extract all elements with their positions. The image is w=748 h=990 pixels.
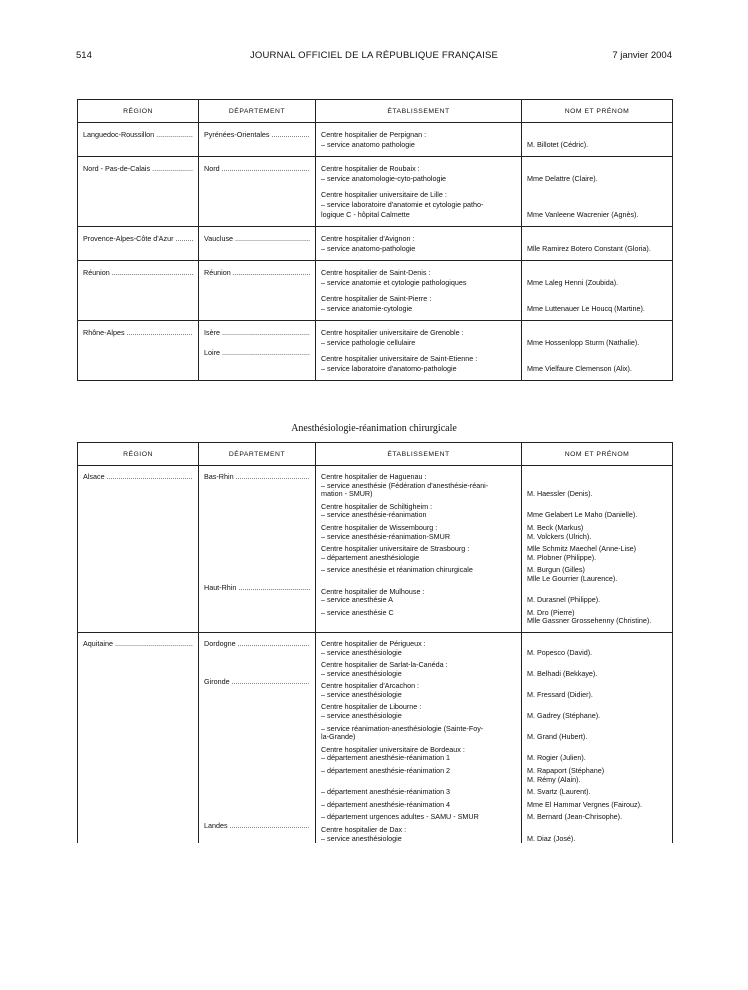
table-body [78,466,673,844]
table-row [78,822,673,843]
cell-etablissement-text: – département anesthésie-réanimation 2 [321,766,451,776]
cell-departement [199,288,316,321]
cell-nom [522,520,673,541]
cell-nom-text: M. Burgun (Gilles) Mlle Le Gourrier (Laurence). [527,565,618,583]
table-row [78,657,673,678]
cell-nom [522,499,673,520]
table-header-row [78,100,673,123]
cell-region-text: Provence-Alpes-Côte d'Azur ..... [83,234,193,243]
cell-region [78,605,199,633]
cell-region [78,466,199,499]
cell-departement [199,721,316,742]
cell-region-text: Nord - Pas-de-Calais ..... [83,164,193,173]
cell-departement [199,678,316,699]
cell-region [78,784,199,797]
cell-etablissement-text: – département anesthésie-réanimation 3 [321,787,451,797]
cell-etablissement-text: Centre hospitalier universitaire de Grenoble : – service pathologie cellulaire [321,328,464,347]
cell-etablissement [316,157,522,185]
cell-region [78,157,199,185]
cell-region [78,742,199,763]
cell-nom-text: M. Rogier (Julien). [527,753,586,763]
cell-departement [199,520,316,541]
cell-etablissement [316,657,522,678]
table-body [78,123,673,381]
cell-departement [199,605,316,633]
cell-departement-text: Haut-Rhin ..... [204,584,310,593]
cell-departement [199,541,316,562]
cell-region [78,657,199,678]
table-row [78,520,673,541]
cell-nom [522,632,673,657]
cell-etablissement-text: Centre hospitalier d'Arcachon : – service anesthésiologie [321,681,420,699]
cell-nom-text: Mme Luttenauer Le Houcq (Martine). [527,304,645,313]
cell-departement-text: Landes ..... [204,822,310,831]
cell-etablissement-text: Centre hospitalier de Schiltigheim : – service anesthésie-réanimation [321,501,433,520]
cell-nom-text: M. Diaz (José). [527,833,576,843]
col-header-region: RÉGION [78,443,199,466]
cell-departement [199,797,316,810]
col-header-etablissement: ÉTABLISSEMENT [316,100,522,123]
cell-etablissement [316,584,522,605]
cell-nom [522,348,673,381]
cell-etablissement-text: – service anesthésie et réanimation chirurgicale [321,565,473,575]
cell-region [78,541,199,562]
cell-etablissement-text: – service réanimation-anesthésiologie (Sainte-Foy- la-Grande) [321,723,484,742]
cell-region [78,499,199,520]
cell-nom [522,261,673,289]
cell-departement [199,822,316,843]
cell-nom [522,466,673,499]
cell-etablissement [316,541,522,562]
cell-etablissement-text: – service anesthésie C [321,607,394,617]
cell-region [78,562,199,583]
cell-departement [199,321,316,349]
cell-etablissement-text: Centre hospitalier de Dax : – service anesthésiologie [321,825,407,843]
cell-region-text: Réunion ..... [83,268,193,277]
cell-departement [199,157,316,185]
cell-departement [199,123,316,157]
table-anatomie-pathologie [77,99,673,381]
cell-etablissement-text: Centre hospitalier de Roubaix : – service anatomologie-cyto-pathologie [321,164,447,183]
cell-region [78,763,199,784]
cell-etablissement [316,348,522,381]
cell-etablissement-text: Centre hospitalier de Sarlat-la-Canéda : – service anesthésiologie [321,660,448,678]
table-row [78,261,673,289]
cell-region [78,822,199,843]
cell-etablissement-text: Centre hospitalier universitaire de Lille : – service laboratoire d'anatomie et cytologie patho- logique C - hôpital Calmette [321,190,484,219]
cell-etablissement-text: Centre hospitalier de Libourne : – service anesthésiologie [321,702,422,721]
cell-departement-text: Bas-Rhin ..... [204,473,310,482]
cell-etablissement-text: Centre hospitalier universitaire de Bordeaux : – département anesthésie-réanimation 1 [321,744,465,763]
cell-nom [522,822,673,843]
cell-nom-text: M. Belhadi (Bekkaye). [527,668,598,678]
col-header-departement: DÉPARTEMENT [199,443,316,466]
cell-nom-text: Mme Gelabert Le Maho (Danielle). [527,510,638,520]
table-row [78,742,673,763]
cell-etablissement [316,123,522,157]
table-row [78,157,673,185]
table-row [78,321,673,349]
page-header [76,50,672,64]
journal-title: JOURNAL OFFICIEL DE LA RÉPUBLIQUE FRANÇAISE [249,50,499,61]
table-row [78,797,673,810]
cell-etablissement [316,721,522,742]
cell-region-text: Languedoc-Roussillon ..... [83,130,193,139]
cell-etablissement-text: Centre hospitalier de Perpignan : – service anatomo pathologie [321,130,427,149]
cell-region [78,520,199,541]
cell-departement [199,466,316,499]
table-row [78,721,673,742]
cell-nom [522,584,673,605]
cell-region [78,227,199,261]
cell-nom-text: Mlle Ramirez Botero Constant (Gloria). [527,244,651,253]
cell-etablissement-text: – département anesthésie-réanimation 4 [321,799,451,809]
cell-etablissement-text: Centre hospitalier d'Avignon : – service anatomo-pathologie [321,234,416,253]
cell-etablissement [316,499,522,520]
cell-nom-text: Mlle Schmitz Maechel (Anne-Lise) M. Plobner (Philippe). [527,544,637,562]
cell-etablissement-text: Centre hospitalier universitaire de Saint-Etienne : – service laboratoire d'anatomo-pathologie [321,354,478,373]
cell-nom [522,763,673,784]
cell-region [78,123,199,157]
cell-etablissement-text: Centre hospitalier universitaire de Strasbourg : – département anesthésiologie [321,544,470,562]
table-row [78,584,673,605]
table-row [78,466,673,499]
cell-etablissement [316,699,522,720]
table-row [78,678,673,699]
cell-departement [199,227,316,261]
cell-departement [199,699,316,720]
cell-region [78,721,199,742]
cell-etablissement-text: Centre hospitalier de Haguenau : – service anesthésie (Fédération d'anesthésie-réani- mation - SMUR) [321,472,489,499]
cell-nom-text: M. Haessler (Denis). [527,489,593,499]
table-row [78,184,673,227]
cell-nom-text: M. Durasnel (Philippe). [527,595,601,605]
table-row [78,348,673,381]
cell-nom [522,605,673,633]
cell-departement [199,562,316,583]
table-row [78,632,673,657]
cell-nom [522,184,673,227]
cell-etablissement [316,261,522,289]
publication-date: 7 janvier 2004 [612,50,672,61]
col-header-region: RÉGION [78,100,199,123]
table-row [78,562,673,583]
cell-departement [199,742,316,763]
cell-etablissement [316,184,522,227]
table-row [78,288,673,321]
cell-etablissement-text: Centre hospitalier de Périgueux : – service anesthésiologie [321,638,426,657]
cell-etablissement [316,562,522,583]
cell-etablissement-text: Centre hospitalier de Saint-Denis : – service anatomie et cytologie pathologiques [321,268,467,287]
cell-etablissement [316,763,522,784]
cell-nom-text: Mme Vielfaure Clemenson (Alix). [527,364,632,373]
cell-nom-text: Mme Laleg Henni (Zoubida). [527,278,619,287]
cell-nom [522,562,673,583]
cell-nom-text: M. Billotet (Cédric). [527,140,589,149]
cell-region [78,184,199,227]
cell-nom [522,699,673,720]
cell-departement [199,584,316,605]
cell-region-text: Rhône-Alpes ..... [83,328,193,337]
col-header-nom: NOM ET PRÉNOM [522,443,673,466]
table-row [78,763,673,784]
cell-nom-text: M. Grand (Hubert). [527,732,588,742]
table-row [78,227,673,261]
cell-region [78,584,199,605]
cell-nom-text: Mme El Hammar Vergnes (Fairouz). [527,799,643,809]
cell-etablissement [316,466,522,499]
cell-nom [522,541,673,562]
cell-nom [522,657,673,678]
cell-nom [522,321,673,349]
cell-etablissement-text: – département urgences adultes - SAMU - SMUR [321,812,479,822]
cell-nom [522,721,673,742]
cell-nom-text: Mme Hossenlopp Sturm (Nathalie). [527,338,640,347]
cell-etablissement [316,520,522,541]
cell-departement-text: Isère ..... [204,328,310,337]
cell-region [78,632,199,657]
cell-nom-text: M. Beck (Markus) M. Volckers (Ulrich). [527,522,592,541]
cell-departement [199,184,316,227]
cell-etablissement [316,288,522,321]
cell-nom [522,797,673,810]
cell-departement-text: Gironde ..... [204,678,310,687]
cell-departement-text: Nord ..... [204,164,310,173]
cell-nom [522,742,673,763]
table-row [78,605,673,633]
cell-nom [522,157,673,185]
table-row [78,699,673,720]
table-anesthesiologie [77,442,673,843]
cell-etablissement [316,321,522,349]
cell-departement [199,261,316,289]
cell-etablissement-text: Centre hospitalier de Mulhouse : – service anesthésie A [321,586,425,605]
cell-departement [199,784,316,797]
table-row [78,123,673,157]
cell-region-text: Aquitaine ..... [83,640,193,649]
cell-etablissement [316,742,522,763]
cell-nom-text: M. Popesco (David). [527,647,593,657]
cell-nom [522,288,673,321]
cell-etablissement [316,809,522,822]
cell-departement [199,499,316,520]
cell-nom-text: M. Svartz (Laurent). [527,787,591,797]
col-header-departement: DÉPARTEMENT [199,100,316,123]
cell-departement [199,632,316,657]
cell-region [78,678,199,699]
cell-nom-text: M. Fressard (Didier). [527,689,593,699]
cell-region [78,699,199,720]
cell-departement-text: Pyrénées-Orientales ..... [204,130,310,139]
table-row [78,499,673,520]
col-header-nom: NOM ET PRÉNOM [522,100,673,123]
cell-etablissement [316,822,522,843]
cell-nom [522,678,673,699]
cell-etablissement-text: Centre hospitalier de Saint-Pierre : – service anatomie-cytologie [321,294,432,313]
cell-nom-text: M. Dro (Pierre) Mlle Gassner Grossehenny (Christine). [527,607,652,626]
table-row [78,809,673,822]
cell-etablissement-text: Centre hospitalier de Wissembourg : – service anesthésie-réanimation-SMUR [321,522,451,541]
cell-departement [199,657,316,678]
cell-nom [522,123,673,157]
cell-departement [199,348,316,381]
col-header-etablissement: ÉTABLISSEMENT [316,443,522,466]
cell-region [78,261,199,289]
cell-departement [199,809,316,822]
cell-etablissement [316,632,522,657]
cell-nom-text: Mme Vanleene Wacrenier (Agnès). [527,210,639,219]
cell-departement [199,763,316,784]
cell-region [78,321,199,349]
cell-nom-text: M. Bernard (Jean-Chrisophe). [527,812,623,822]
table-row [78,541,673,562]
cell-nom-text: Mme Delattre (Claire). [527,174,598,183]
section-title: Anesthésiologie-réanimation chirurgicale [291,423,457,434]
cell-nom [522,784,673,797]
cell-etablissement [316,227,522,261]
cell-nom-text: M. Gadrey (Stéphane). [527,711,601,721]
table-row [78,784,673,797]
cell-nom-text: M. Rapaport (Stéphane) M. Rémy (Alain). [527,766,605,784]
page-number: 514 [76,50,92,61]
cell-region-text: Alsace ..... [83,473,193,482]
cell-etablissement [316,605,522,633]
cell-region [78,348,199,381]
table-header-row [78,443,673,466]
cell-nom [522,809,673,822]
cell-departement-text: Réunion ..... [204,268,310,277]
cell-region [78,288,199,321]
cell-etablissement [316,797,522,810]
cell-nom [522,227,673,261]
cell-departement-text: Vaucluse ..... [204,234,310,243]
cell-etablissement [316,784,522,797]
cell-region [78,809,199,822]
cell-etablissement [316,678,522,699]
cell-departement-text: Loire ..... [204,348,310,357]
cell-departement-text: Dordogne ..... [204,640,310,649]
cell-region [78,797,199,810]
